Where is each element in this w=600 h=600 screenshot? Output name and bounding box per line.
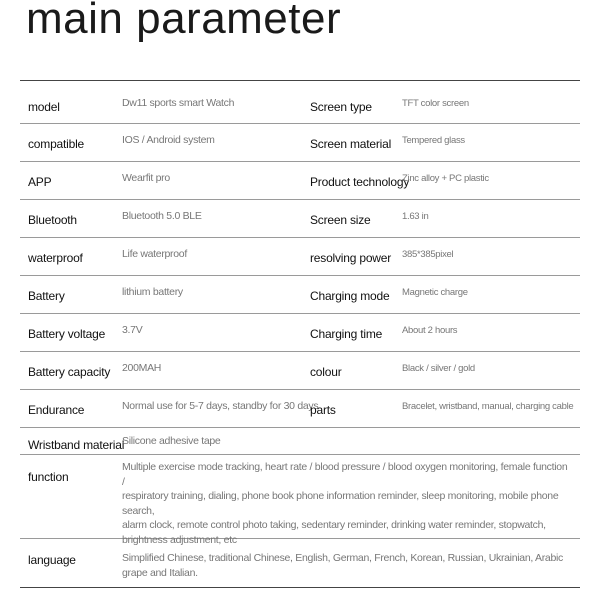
function-line: respiratory training, dialing, phone book phone information reminder, sleep monitoring, mobile phone search, [122,490,559,517]
function-label: function [28,470,69,484]
bottom-rule [20,587,580,588]
param-value: About 2 hours [402,325,458,336]
function-value [122,460,572,547]
param-label: Screen size [310,213,371,227]
param-value: Black / silver / gold [402,363,475,374]
page-title: main parameter [26,0,342,43]
language-line: Simplified Chinese, traditional Chinese, English, German, French, Korean, Russian, Ukrainian, Arabic [122,552,563,564]
param-value: 200MAH [122,362,162,374]
param-label: resolving power [310,251,392,265]
table-row [20,200,580,238]
title-divider [20,80,580,81]
param-value: 1.63 in [402,211,429,222]
table-row [20,352,580,390]
language-line: grape and Italian. [122,566,198,579]
param-value: Tempered glass [402,135,465,146]
param-value: lithium battery [122,286,183,298]
param-label: waterproof [28,251,83,265]
function-line: alarm clock, remote control photo taking, sedentary reminder, drinking water reminder, stopwatch, [122,519,546,531]
param-label: Charging mode [310,289,390,303]
table-row [20,276,580,314]
language-value [122,551,572,580]
param-label: Screen material [310,137,392,151]
param-value: Silicone adhesive tape [122,435,221,447]
table-row [20,314,580,352]
param-label: Wristband material [28,438,125,452]
param-label: colour [310,365,342,379]
param-label: Screen type [310,100,372,114]
param-value: 385*385pixel [402,249,454,260]
function-line: Multiple exercise mode tracking, heart rate / blood pressure / blood oxygen monitoring, female function / [122,461,568,488]
param-label: parts [310,403,336,417]
table-row [20,87,580,124]
param-value: Bracelet, wristband, manual, charging cable [402,401,574,412]
param-label: APP [28,175,52,189]
param-value: Normal use for 5-7 days, standby for 30 days [122,400,319,412]
param-value: Magnetic charge [402,287,468,298]
table-row [20,162,580,200]
table-row [20,390,580,428]
param-label: Battery [28,289,65,303]
table-row [20,428,580,455]
param-label: Bluetooth [28,213,77,227]
param-label: Product technology [310,175,410,189]
param-value: Life waterproof [122,248,187,260]
param-label: model [28,100,60,114]
param-value: Dw11 sports smart Watch [122,97,235,109]
language-row [20,539,580,597]
table-row [20,238,580,276]
param-value: TFT color screen [402,98,469,109]
param-value: Zinc alloy + PC plastic [402,173,489,184]
param-label: Battery voltage [28,327,106,341]
param-value: 3.7V [122,324,143,336]
param-label: Endurance [28,403,85,417]
param-label: Charging time [310,327,383,341]
function-row [20,455,580,546]
table-row [20,124,580,162]
param-value: Bluetooth 5.0 BLE [122,210,202,222]
param-label: Battery capacity [28,365,111,379]
language-label: language [28,553,76,567]
param-value: Wearfit pro [122,172,170,184]
param-label: compatible [28,137,85,151]
parameter-table [20,87,580,597]
param-value: IOS / Android system [122,134,215,146]
function-line: brightness adjustment, etc [122,533,237,546]
